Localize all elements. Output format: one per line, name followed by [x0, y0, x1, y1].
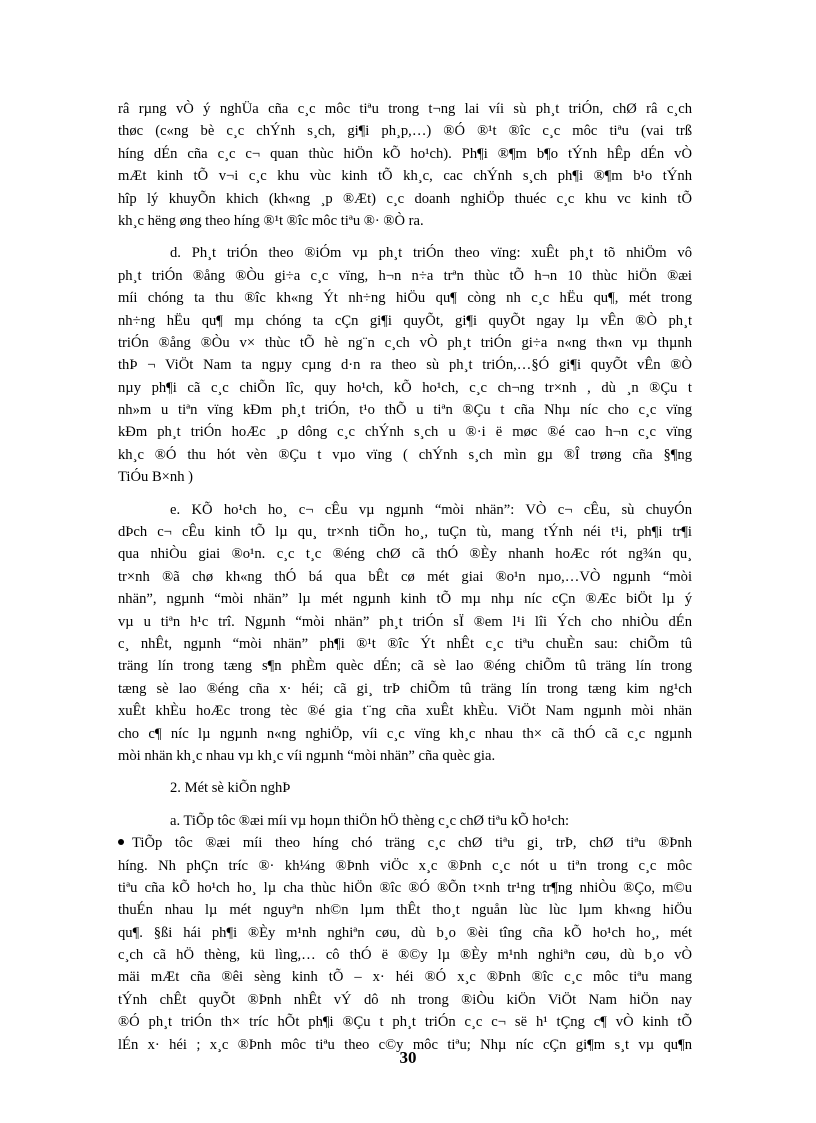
- text-line: qu¶. §ßi hái ph¶i ®Èy m¹nh nghiªn cøu, dù b¸o ®èi tîng cña kÕ ho¹ch ho¸, mét: [118, 924, 692, 941]
- text-line: nµy ph¶i cã c¸c chiÕn lîc, quy ho¹ch, kÕ ho¹ch, c¸c ch¬ng tr×nh , dù ¸n ®Çu t: [118, 379, 692, 396]
- text-line: thÞ ¬ ViÖt Nam ta ngµy cµng d·n ra theo sù ph¸t triÓn,…§Ó gi¶i quyÕt vÊn ®Ò: [118, 357, 692, 374]
- text-line: qua nhiÒu giai ®o¹n. c¸c t¸c ®éng chØ cã thÓ ®Èy nhanh hoÆc rót ng¾n qu¸: [118, 546, 692, 563]
- text-line: c¸ch cã hÖ thèng, kü lìng,… cô thÓ ë ®©y lµ ®Èy m¹nh nghiªn cøu, dù b¸o vÒ: [118, 947, 692, 964]
- text-line: träng lín trong tæng s¶n phÈm quèc dÉn; cã sè lao ®éng chiÕm tû träng lín trong: [118, 658, 692, 675]
- text-line: thuÉn nhau lµ mét nguyªn nh©n lµm thÊt tho¸t nguån lùc lùc lµm kh«ng hiÖu: [118, 902, 692, 919]
- paragraph-d: [118, 242, 692, 488]
- text-line: tæng sè lao ®éng cña x· héi; cã gi¸ trÞ chiÕm tû träng lín trong tæng kim ng¹ch: [118, 680, 692, 697]
- text-line: tiªu cña kÕ ho¹ch ho¸ lµ cha thùc hiÖn ®îc ®Ó ®Õn t×nh tr¹ng tr¶ng nhiÒu ®Ço, m©u: [118, 879, 692, 896]
- text-line: mòi nhän kh¸c nhau vµ kh¸c víi ngµnh “mòi nhän” cña quèc gia.: [118, 747, 496, 764]
- section-heading: 2. Mét sè kiÕn nghÞ: [170, 780, 291, 797]
- bullet-paragraph: [118, 832, 692, 1056]
- text-line: kÐm ph¸t triÓn hoÆc ¸p dông c¸c chÝnh s¸ch u ®·i ë møc ®é cao h¬n c¸c vïng: [118, 424, 692, 441]
- text-line: cho c¶ níc lµ ngµnh n«ng nghiÖp, víi c¸c vïng kh¸c nhau th× cã thÓ cã c¸c ngµnh: [118, 725, 692, 742]
- text-line: lÉn x· héi ; x¸c ®Þnh môc tiªu theo c©y môc tiªu; Nhµ níc cÇn gi¶m s¸t vµ qu¶n: [118, 1036, 692, 1053]
- text-line: ®Ó ph¸t triÓn th× tríc hÕt ph¶i ®Çu t ph¸t triÓn c¸c c¬ së h¹ tÇng c¶ vÒ kinh tÕ: [118, 1014, 692, 1031]
- text-line: híng dÉn cña c¸c c¬ quan thùc hiÖn kÕ ho¹ch). Ph¶i ®¶m b¶o tÝnh hÊp dÉn vÒ: [118, 145, 692, 162]
- text-line: vµ u tiªn h¹c trî. Ngµnh “mòi nhän” ph¸t triÓn sÏ ®em l¹i lîi Ých cho nhiÒu dÉn: [118, 613, 692, 630]
- page-number: 30: [399, 1048, 417, 1067]
- text-line: râ rµng vÒ ý nghÜa cña c¸c môc tiªu trong t¬ng lai víi sù ph¸t triÓn, chØ râ c¸ch: [118, 101, 692, 117]
- text-line: ph¸t triÓn ®ång ®Òu gi÷a c¸c vïng, h¬n n÷a trªn thùc tÕ h¬n 10 thùc hiÖn ®æi: [118, 267, 692, 284]
- subsection-heading: a. TiÕp tôc ®æi míi vµ hoµn thiÖn hÖ thèng c¸c chØ tiªu kÕ ho¹ch:: [170, 812, 570, 829]
- text-line: TiÓu B×nh ): [118, 469, 194, 486]
- text-line: c¸ nhÊt, ngµnh “mòi nhän” ph¶i ®¹t ®îc Ýt nhÊt c¸c tiªu chuÈn sau: chiÕm tû: [118, 635, 692, 652]
- text-line: dÞch c¬ cÊu kinh tÕ lµ qu¸ tr×nh tiÕn ho¸, tuÇn tù, mang tÝnh néi t¹i, ph¶i tr¶i: [118, 524, 692, 541]
- text-line: mäi mÆt cña ®êi sèng kinh tÕ – x· héi ®Ó x¸c ®Þnh ®îc c¸c môc tiªu mang: [118, 969, 692, 986]
- text-line: tr×nh ®ã chø kh«ng thÓ bá qua bÊt cø mét giai ®o¹n nµo,…VÒ ngµnh “mòi: [118, 568, 692, 585]
- text-line: hîp lý khuyÕn khich (kh«ng ¸p ®Æt) c¸c doanh nghiÖp thuéc c¸c khu vc kinh tÕ: [118, 190, 692, 207]
- text-line: kh¸c ®Ó thu hót vèn ®Çu t vµo vïng ( chÝnh s¸ch mìn gµ ®Î trøng cña §¶ng: [118, 446, 692, 463]
- text-line: d. Ph¸t triÓn theo ®iÓm vµ ph¸t triÓn theo vïng: xuÊt ph¸t tõ nhiÖm vô: [170, 245, 692, 262]
- text-line: triÓn ®ång ®Òu v× thùc tÕ hè ng¨n c¸ch vÒ ph¸t triÓn gi÷a n«ng th«n vµ thµnh: [118, 334, 692, 351]
- paragraph-e: [118, 499, 692, 768]
- bullet-icon: [118, 839, 124, 845]
- text-line: TiÕp tôc ®æi míi theo híng chó träng c¸c chØ tiªu gi¸ trÞ, chØ tiªu ®Þnh: [132, 835, 692, 852]
- text-line: xuÊt khÈu hoÆc trong tèc ®é gia t¨ng cña xuÊt khÈu. ViÖt Nam ngµnh mòi nhän: [118, 703, 692, 720]
- text-line: nhän”, ngµnh “mòi nhän” lµ mét ngµnh kinh tÕ mµ nhµ níc cÇn ®Æc biÖt lµ ý: [118, 591, 692, 608]
- body-text: [118, 98, 692, 1056]
- text-line: míi chóng ta thu ®îc kh«ng Ýt nh÷ng hiÖu qu¶ còng nh c¸c hËu qu¶, mét trong: [118, 290, 692, 307]
- text-line: híng. Nh phÇn tríc ®· kh¼ng ®Þnh viÖc x¸c ®Þnh c¸c nót u tiªn trong c¸c môc: [118, 857, 692, 874]
- text-line: tÝnh chÊt quyÕt ®Þnh nhÊt vÝ dô nh trong ®iÒu kiÖn ViÖt Nam hiÖn nay: [118, 991, 692, 1008]
- text-line: e. KÕ ho¹ch ho¸ c¬ cÊu vµ ngµnh “mòi nhän”: VÒ c¬ cÊu, sù chuyÓn: [170, 501, 692, 518]
- text-line: mÆt kinh tÕ v¬i c¸c khu vùc kinh tÕ kh¸c, cac chÝnh s¸ch ph¶i ®¶m b¹o tÝnh: [118, 168, 692, 185]
- paragraph-intro: [118, 98, 692, 232]
- text-line: thøc (c«ng bè c¸c chÝnh s¸ch, gi¶i ph¸p,…) ®Ó ®¹t ®îc c¸c môc tiªu (vai trß: [118, 123, 692, 140]
- text-line: nh»m u tiªn vïng kÐm ph¸t triÓn, t¹o thÕ u tiªn ®Çu t cña Nhµ níc cho c¸c vïng: [118, 402, 692, 419]
- text-line: kh¸c hëng øng theo híng ®¹t ®îc môc tiªu ®· ®Ò ra.: [118, 212, 424, 229]
- text-line: nh÷ng hËu qu¶ mµ chóng ta cÇn gi¶i quyÕt, gi¶i quyÕt ngay lµ vÊn ®Ò ph¸t: [118, 312, 692, 329]
